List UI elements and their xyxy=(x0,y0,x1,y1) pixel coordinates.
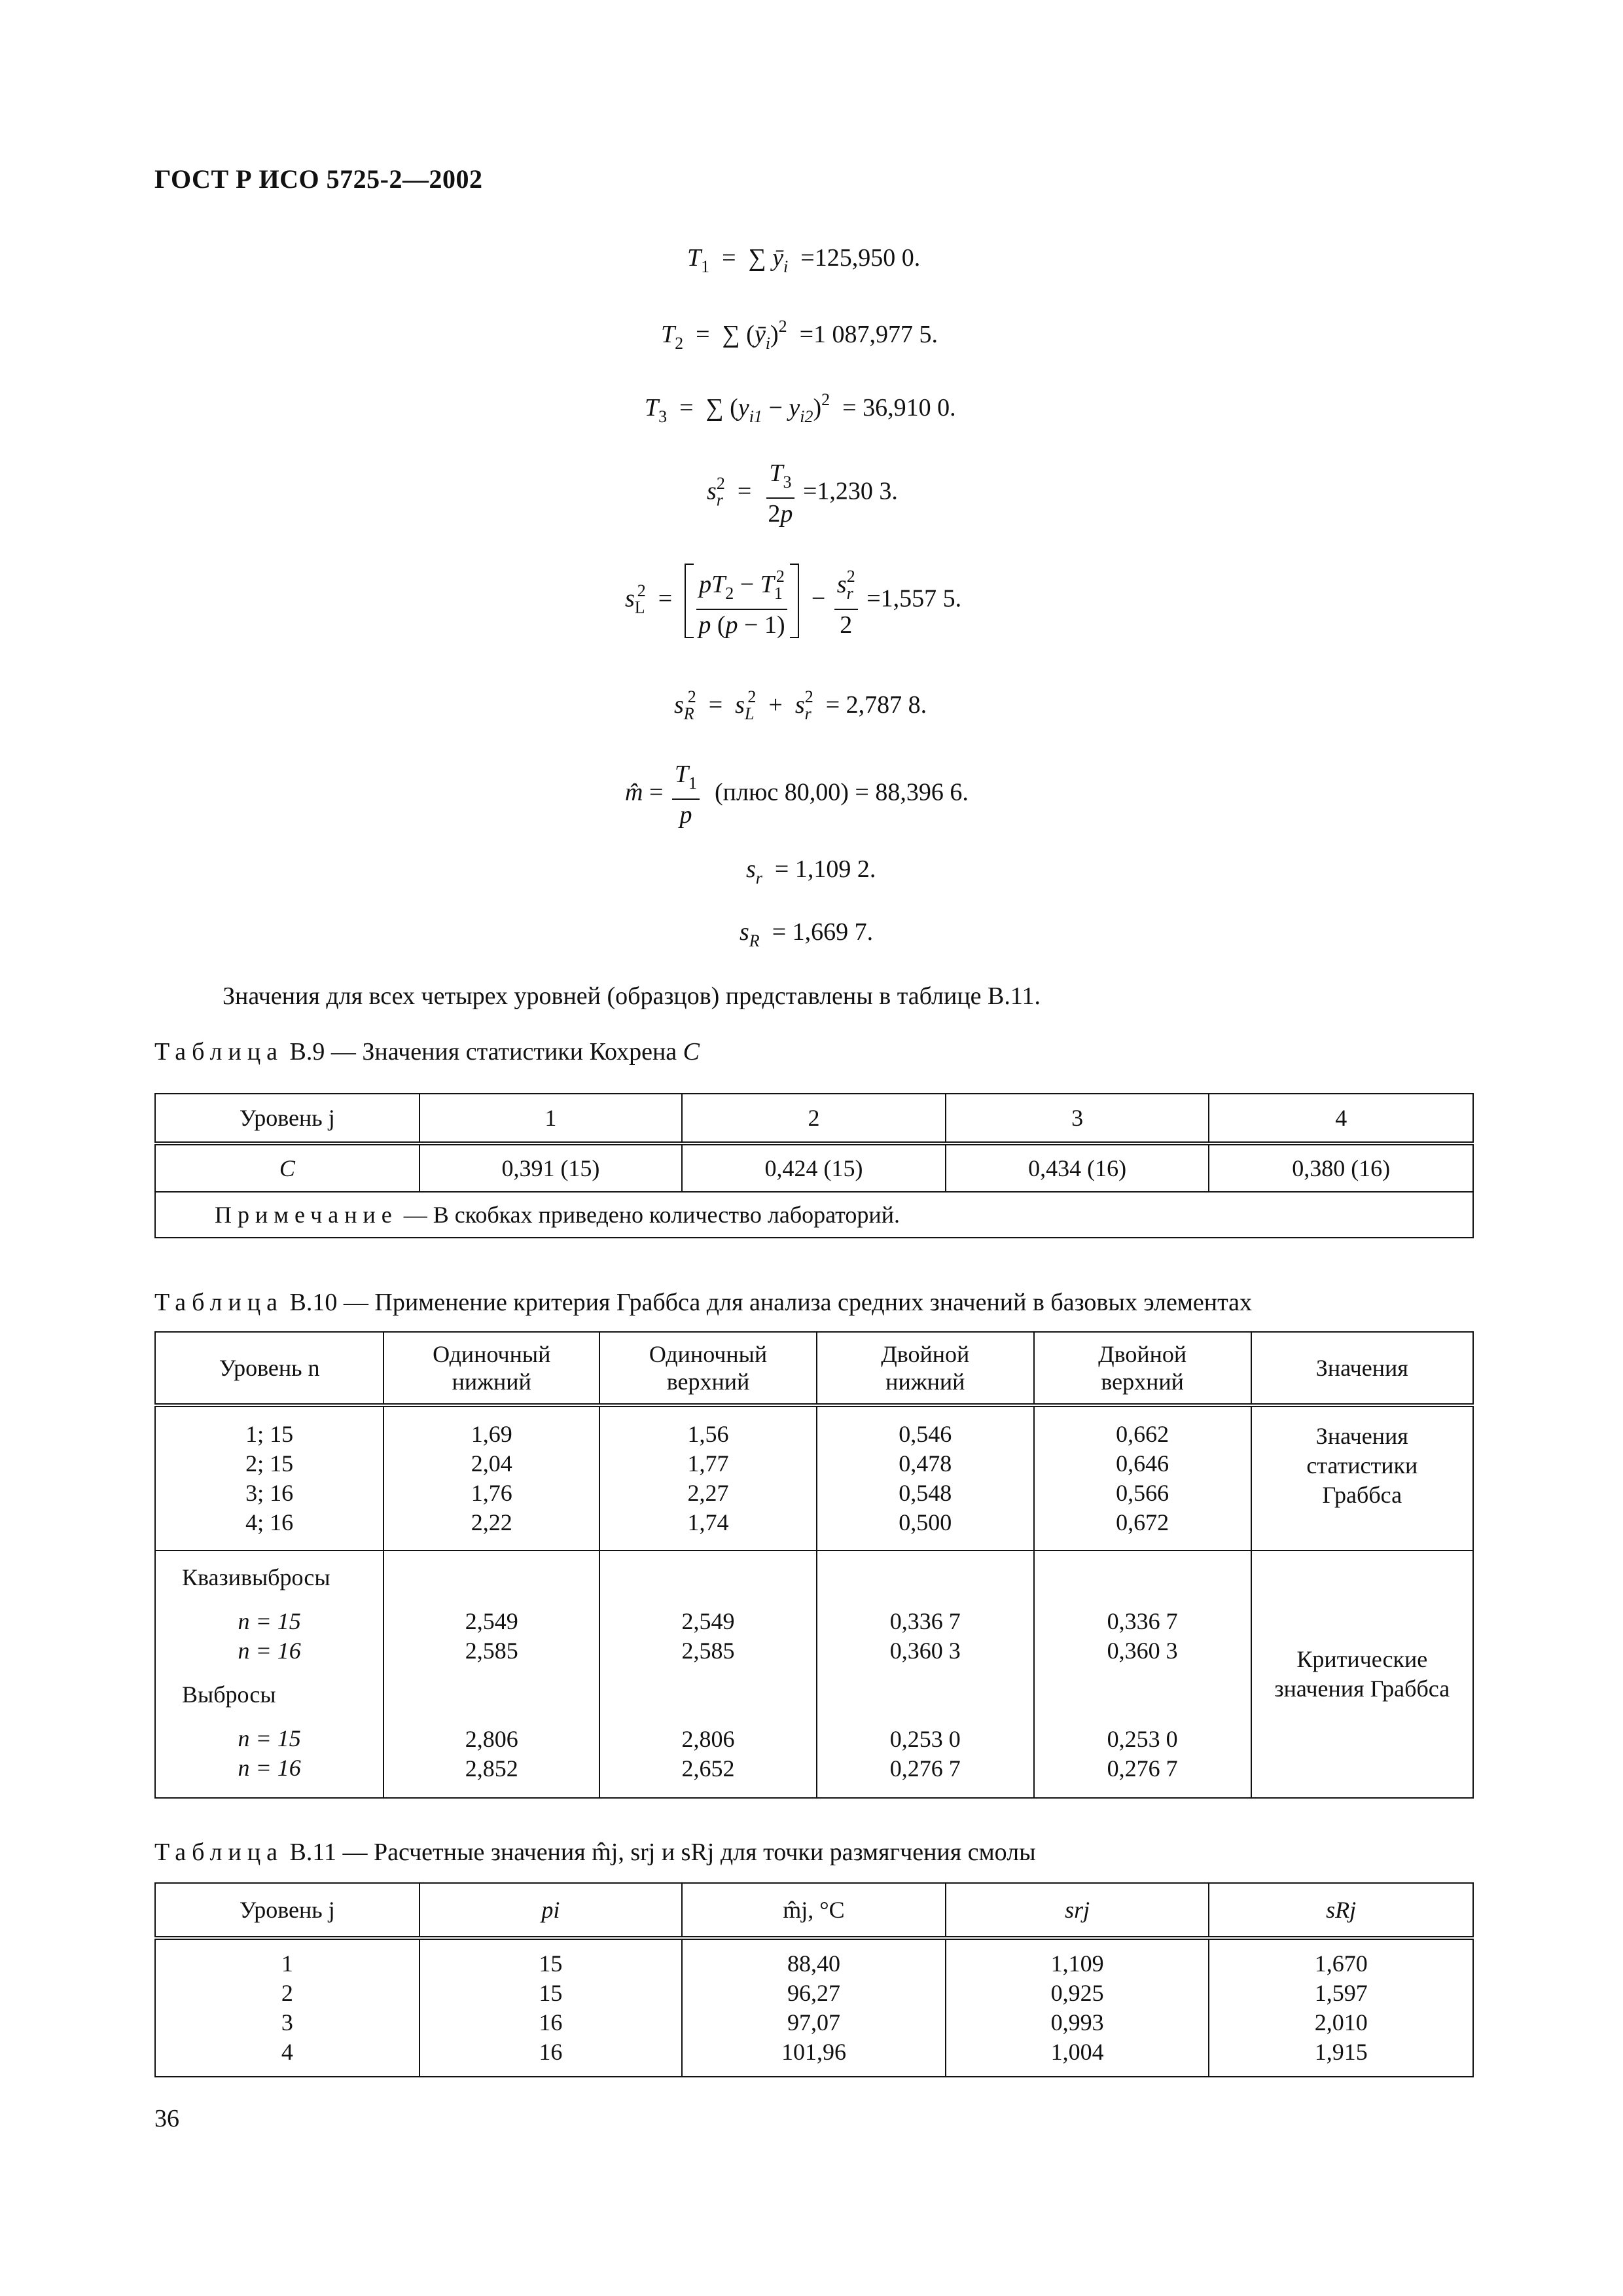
table10-crit-double-high: 0,336 7 0,360 3 0,253 0 0,276 7 xyxy=(1034,1551,1251,1798)
table11-body xyxy=(155,1938,1473,2077)
formula-t1-value: =125,950 0. xyxy=(800,244,921,272)
table10-col-single-low: 1,69 2,04 1,76 2,22 xyxy=(383,1405,599,1551)
table9-cell: 0,380 (16) xyxy=(1209,1143,1473,1192)
table11-caption xyxy=(154,1838,1036,1867)
formula-m-hat: m̂ = $\frac{T_1}{p}$ (плюс 80,00) = 88,396 6. xyxy=(625,761,969,829)
table9-header-2: 2 xyxy=(682,1094,946,1143)
table11 xyxy=(154,1882,1474,2077)
table9-note-word: Примечание xyxy=(215,1202,398,1228)
table11-col-p: 15 15 16 16 xyxy=(419,1938,683,2077)
table11-caption-word: Таблица xyxy=(154,1839,284,1866)
table10-header-single-low: Одиночный нижний xyxy=(383,1332,599,1405)
table9-caption-var: C xyxy=(683,1038,700,1066)
formula-sl2-value: =1,557 5. xyxy=(866,584,962,613)
table11-col-level: 1 2 3 4 xyxy=(155,1938,419,2077)
table9-note xyxy=(155,1192,1473,1238)
table10-col-double-high: 0,662 0,646 0,566 0,672 xyxy=(1034,1405,1251,1551)
table9-note-text: — В скобках приведено количество лабораторий. xyxy=(397,1202,900,1228)
table10-quasi-label: Квазивыбросы xyxy=(182,1564,330,1590)
table9-caption-word: Таблица xyxy=(154,1038,284,1066)
formula-sr2: $s_r^2$ = $\frac{T_3}{2p}$ =1,230 3. xyxy=(707,459,898,528)
page-number: 36 xyxy=(154,2105,179,2132)
table10-stat-block xyxy=(155,1405,1473,1551)
table10-stat-label: Значения статистики Граббса xyxy=(1251,1405,1473,1551)
table11-header-level: Уровень j xyxy=(155,1883,419,1938)
formula-sr-value: = 1,109 2. xyxy=(774,855,876,883)
table10-col-single-high: 1,56 1,77 2,27 1,74 xyxy=(599,1405,817,1551)
table10-caption-text: В.10 — Применение критерия Граббса для анализа средних значений в базовых элементах xyxy=(283,1289,1253,1316)
table11-col-sR: 1,670 1,597 2,010 1,915 xyxy=(1209,1938,1473,2077)
table11-header-m: m̂j, °C xyxy=(682,1883,946,1938)
table10 xyxy=(154,1331,1474,1799)
table10-header-level: Уровень n xyxy=(155,1332,383,1405)
formula-sR-value: = 1,669 7. xyxy=(772,918,874,946)
formula-sr: $s_r = 1,109$ 2. xyxy=(746,855,876,888)
table9-cell: 0,434 (16) xyxy=(946,1143,1209,1192)
table10-crit-levels: Квазивыбросы n = 15 n = 16 Выбросы n = 15 n = 16 xyxy=(155,1551,383,1798)
table10-levels: 1; 15 2; 15 3; 16 4; 16 xyxy=(155,1405,383,1551)
formula-sr2-total-value: = 2,787 8. xyxy=(825,691,927,719)
table9-header-1: 1 xyxy=(419,1094,683,1143)
formula-sr2-value: =1,230 3. xyxy=(803,477,898,505)
table10-outlier-label: Выбросы xyxy=(182,1681,276,1708)
document-header: ГОСТ Р ИСО 5725-2—2002 xyxy=(154,164,483,194)
formula-t2-value: =1 087,977 5. xyxy=(799,321,938,348)
table9-cell: 0,424 (15) xyxy=(682,1143,946,1192)
formula-sl2: $s_L^2$ = $\frac{pT_2 - T_1^2}{p (p - 1)}$ − $\frac{s_r^2}{2}$ =1,557 5. xyxy=(625,562,961,640)
formula-t2: $T_2$ = ∑ $(ȳ_i)^2 =1$ 087,977 5. xyxy=(661,317,938,353)
table10-caption xyxy=(154,1288,1252,1317)
table9-row-label: C xyxy=(155,1143,419,1192)
table9-header-level: Уровень j xyxy=(155,1094,419,1143)
table10-col-double-low: 0,546 0,478 0,548 0,500 xyxy=(817,1405,1034,1551)
formula-t1: $T_1$ = ∑ $ȳ_i =125,950$ 0. xyxy=(687,244,921,276)
formula-m-hat-value: (плюс 80,00) = 88,396 6. xyxy=(715,778,969,806)
table11-header-sr: srj xyxy=(946,1883,1209,1938)
table10-critical-block xyxy=(155,1551,1473,1798)
formula-sR: $s_R = 1,669$ 7. xyxy=(740,918,874,950)
table9-header-3: 3 xyxy=(946,1094,1209,1143)
table11-col-m: 88,40 96,27 97,07 101,96 xyxy=(682,1938,946,2077)
table9 xyxy=(154,1093,1474,1238)
table10-header-double-high: Двойной верхний xyxy=(1034,1332,1251,1405)
table9-caption xyxy=(154,1037,700,1066)
table11-header-sR: sRj xyxy=(1209,1883,1473,1938)
table9-cell: 0,391 (15) xyxy=(419,1143,683,1192)
table9-caption-text: В.9 — Значения статистики Кохрена xyxy=(283,1038,683,1066)
table10-crit-single-low: 2,549 2,585 2,806 2,852 xyxy=(383,1551,599,1798)
table10-caption-word: Таблица xyxy=(154,1289,284,1316)
table10-header-double-low: Двойной нижний xyxy=(817,1332,1034,1405)
formula-sr2-total: $s_R^2 = s_L^2 + s_r^2 = 2,787$ 8. xyxy=(674,687,927,723)
table10-crit-single-high: 2,549 2,585 2,806 2,652 xyxy=(599,1551,817,1798)
table11-col-sr: 1,109 0,925 0,993 1,004 xyxy=(946,1938,1209,2077)
table9-header-4: 4 xyxy=(1209,1094,1473,1143)
formula-t3-value: = 36,910 0. xyxy=(842,394,956,422)
paragraph: Значения для всех четырех уровней (образцов) представлены в таблице В.11. xyxy=(223,982,1041,1010)
table10-header-values: Значения xyxy=(1251,1332,1473,1405)
formula-t3: $T_3$ = ∑ $(y_{i1} - y_{i2})^2 = 36,910$ 0. xyxy=(645,390,956,426)
table11-caption-text: В.11 — Расчетные значения m̂j, srj и sRj для точки размягчения смолы xyxy=(283,1839,1036,1866)
table10-header-single-high: Одиночный верхний xyxy=(599,1332,817,1405)
table10-crit-double-low: 0,336 7 0,360 3 0,253 0 0,276 7 xyxy=(817,1551,1034,1798)
table10-crit-label: Критические значения Граббса xyxy=(1251,1551,1473,1798)
table11-header-p: pi xyxy=(419,1883,683,1938)
